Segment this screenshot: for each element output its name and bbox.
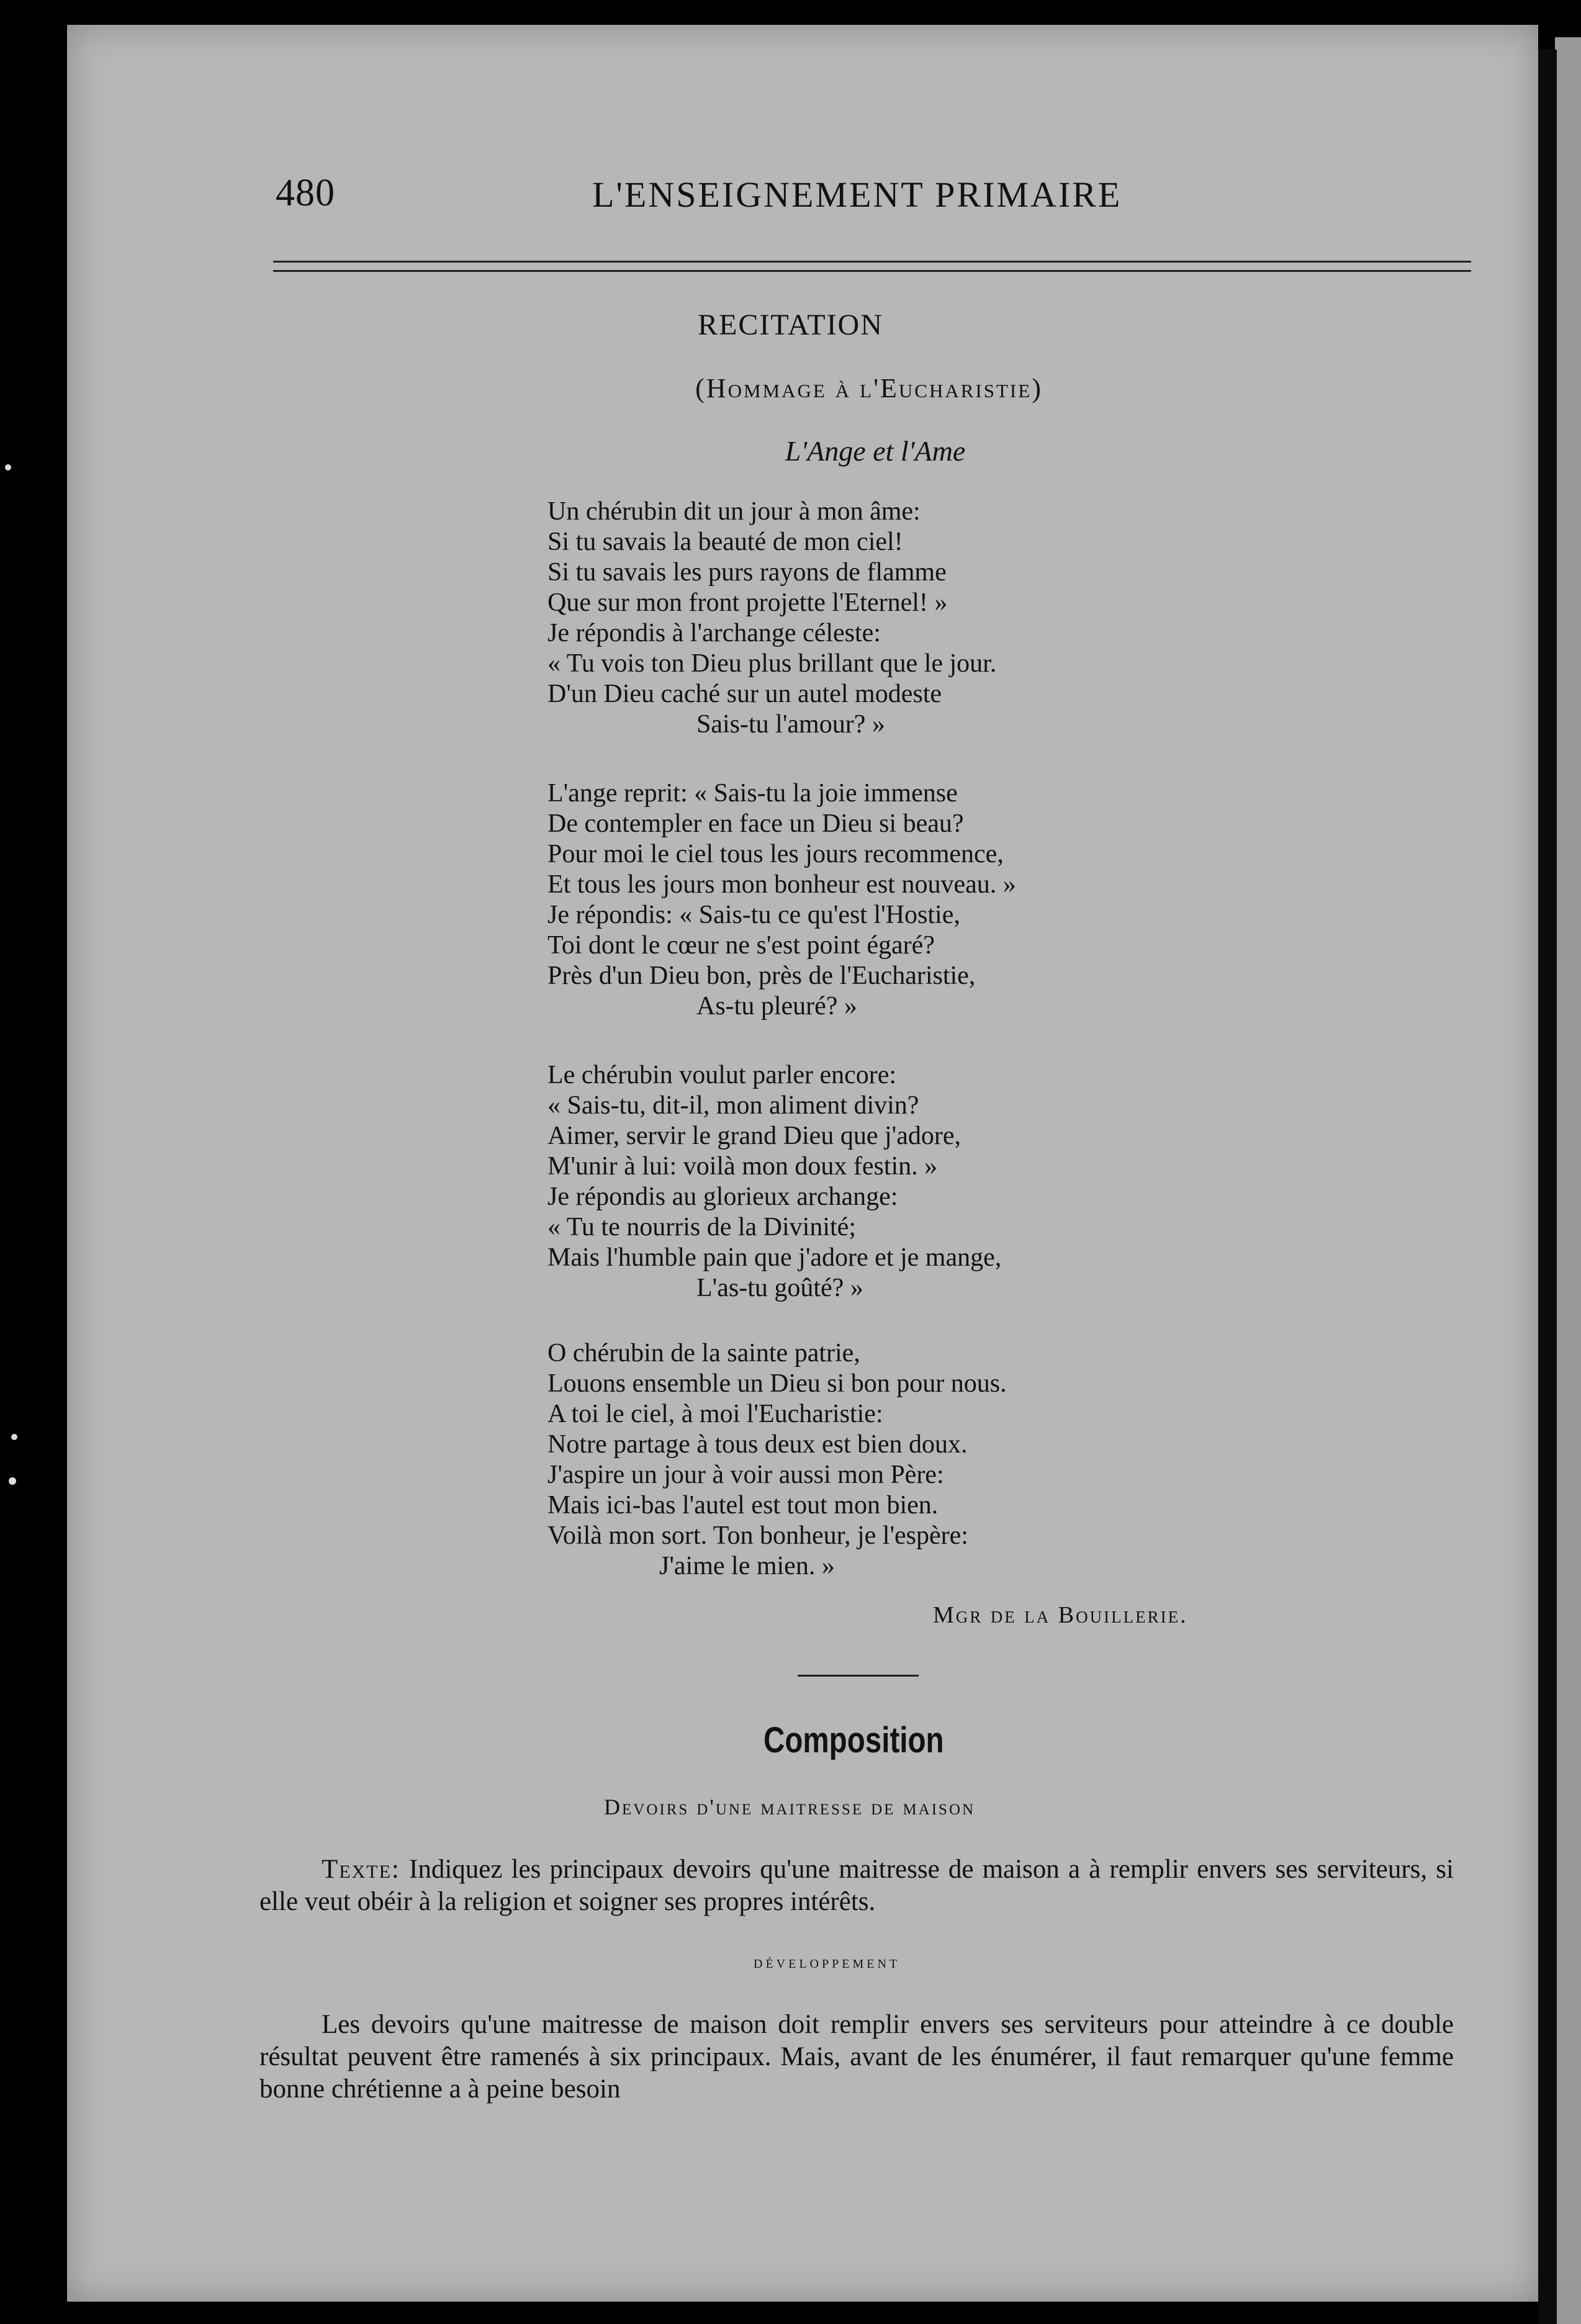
poem-line: Mais ici-bas l'autel est tout mon bien. xyxy=(547,1491,939,1520)
poem-refrain-line: L'as-tu goûté? » xyxy=(696,1274,863,1302)
poem-line: M'unir à lui: voilà mon doux festin. » xyxy=(547,1152,938,1181)
composition-topic: Devoirs d'une maitresse de maison xyxy=(604,1795,976,1819)
poem-refrain-line: Sais-tu l'amour? » xyxy=(696,710,885,739)
poem-line: « Tu vois ton Dieu plus brillant que le jour. xyxy=(547,649,997,678)
poem-line: Pour moi le ciel tous les jours recommence, xyxy=(547,840,1004,868)
poem-line: Notre partage à tous deux est bien doux. xyxy=(547,1430,968,1459)
poem-line: Si tu savais les purs rayons de flamme xyxy=(547,558,947,587)
texte-label: Texte: xyxy=(322,1855,400,1884)
poem-line: Je répondis au glorieux archange: xyxy=(547,1182,898,1211)
poem-line: J'aspire un jour à voir aussi mon Père: xyxy=(547,1461,944,1489)
author-signature: Mgr de la Bouillerie. xyxy=(933,1602,1188,1628)
poem-line: O chérubin de la sainte patrie, xyxy=(547,1339,860,1367)
poem-stanza-2 xyxy=(547,778,1016,1022)
poem-line: Toi dont le cœur ne s'est point égaré? xyxy=(547,931,935,960)
poem-line: D'un Dieu caché sur un autel modeste xyxy=(547,680,942,708)
poem-line: L'ange reprit: « Sais-tu la joie immense xyxy=(547,779,958,808)
texte-body: Indiquez les principaux devoirs qu'une maitresse de maison a à remplir envers ses serviteurs, si elle veut obéir à la religion et soigner ses propres intérêts. xyxy=(259,1855,1454,1916)
poem-line: Aimer, servir le grand Dieu que j'adore, xyxy=(547,1122,961,1150)
running-title: L'ENSEIGNEMENT PRIMAIRE xyxy=(592,174,1122,215)
poem-line: Louons ensemble un Dieu si bon pour nous. xyxy=(547,1369,1007,1398)
poem-stanza-3 xyxy=(547,1060,1001,1304)
header-double-rule xyxy=(273,261,1471,272)
dust-speck xyxy=(11,1434,17,1440)
section-title: RECITATION xyxy=(698,309,883,341)
poem-line: Si tu savais la beauté de mon ciel! xyxy=(547,528,903,556)
poem-refrain-line: J'aime le mien. » xyxy=(659,1552,835,1580)
poem-stanza-4 xyxy=(547,1338,1007,1582)
development-heading: développement xyxy=(754,1953,901,1972)
poem-line: Près d'un Dieu bon, près de l'Eucharistie, xyxy=(547,962,976,990)
section-separator xyxy=(798,1675,919,1677)
poem-line: De contempler en face un Dieu si beau? xyxy=(547,809,964,838)
poem-line: Que sur mon front projette l'Eternel! » xyxy=(547,588,948,617)
development-paragraph: Les devoirs qu'une maitresse de maison doit remplir envers ses serviteurs pour atteindre à ce double résultat peuvent être ramenés à six principaux. Mais, avant de les énumérer, il faut remarquer qu'une femme bonne chrétienne a à peine besoin xyxy=(259,2010,1454,2104)
poem-line: Je répondis à l'archange céleste: xyxy=(547,619,881,647)
poem-title: L'Ange et l'Ame xyxy=(785,435,966,467)
dust-speck xyxy=(9,1477,16,1485)
poem-refrain-line: As-tu pleuré? » xyxy=(696,992,857,1020)
poem-line: Un chérubin dit un jour à mon âme: xyxy=(547,497,921,526)
composition-heading: Composition xyxy=(763,1720,944,1760)
poem-line: A toi le ciel, à moi l'Eucharistie: xyxy=(547,1400,883,1428)
poem-line: « Sais-tu, dit-il, mon aliment divin? xyxy=(547,1091,919,1120)
poem-line: Voilà mon sort. Ton bonheur, je l'espère: xyxy=(547,1521,968,1550)
poem-line: Mais l'humble pain que j'adore et je mange, xyxy=(547,1243,1002,1272)
poem-line: « Tu te nourris de la Divinité; xyxy=(547,1213,856,1241)
poem-line: Et tous les jours mon bonheur est nouveau. » xyxy=(547,870,1016,899)
poem-subtitle: (Hommage à l'Eucharistie) xyxy=(695,373,1043,403)
texte-paragraph xyxy=(259,1853,1454,1918)
page-number: 480 xyxy=(276,172,335,214)
poem-stanza-1 xyxy=(547,497,996,740)
poem-line: Le chérubin voulut parler encore: xyxy=(547,1061,897,1089)
poem-line: Je répondis: « Sais-tu ce qu'est l'Hostie, xyxy=(547,901,960,929)
